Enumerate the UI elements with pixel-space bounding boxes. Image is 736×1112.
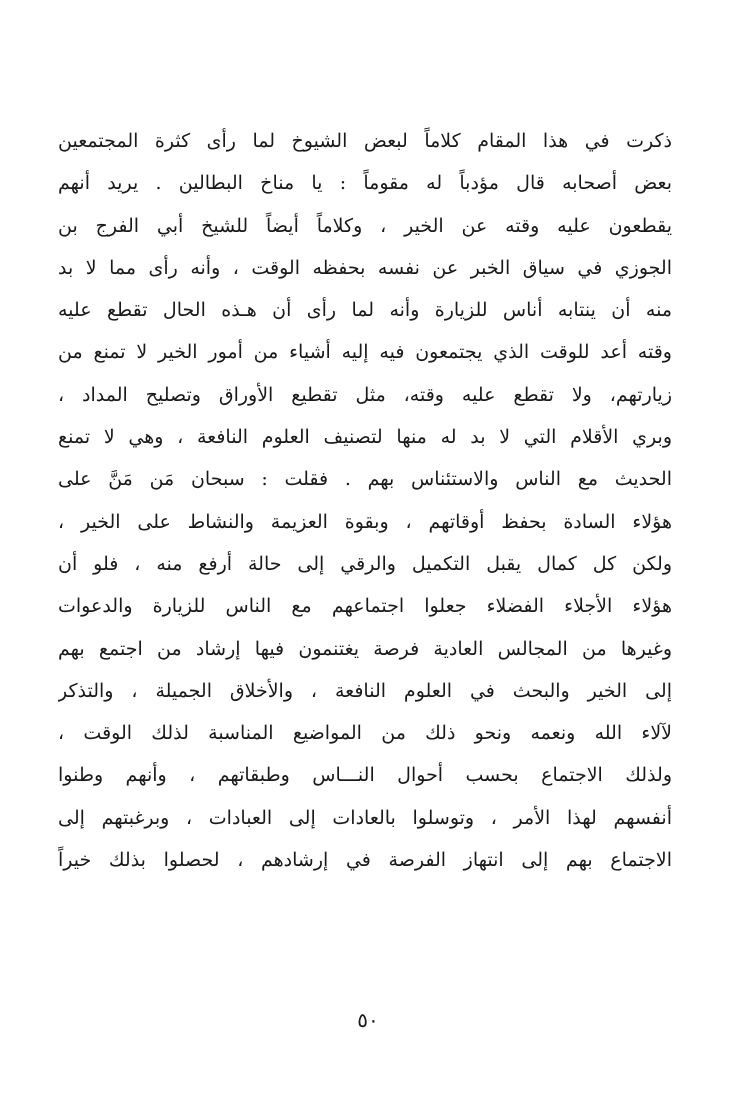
text-line: أنفسهم لهذا الأمر ، وتوسلوا بالعادات إلى العبادات ، وبرغبتهم إلى bbox=[58, 806, 672, 829]
text-line: يقطعون عليه وقته عن الخير ، وكلاماً أيضاً للشيخ أبي الفرج بن bbox=[58, 214, 672, 237]
text-line: وقته أعد للوقت الذي يجتمعون فيه إليه أشياء من أمور الخير لا تمنع من bbox=[58, 341, 672, 364]
text-line: وبري الأقلام التي لا بد له منها لتصنيف العلوم النافعة ، وهي لا تمنع bbox=[58, 426, 672, 449]
text-line: زيارتهم، ولا تقطع عليه وقته، مثل تقطيع الأوراق وتصليح المداد ، bbox=[58, 383, 672, 406]
text-line: هؤلاء الأجلاء الفضلاء جعلوا اجتماعهم مع الناس للزيارة والدعوات bbox=[58, 595, 672, 618]
text-line: ولكن كل كمال يقبل التكميل والرقي إلى حالة أرفع منه ، فلو أن bbox=[58, 552, 672, 575]
text-line: الجوزي في سياق الخبر عن نفسه بحفظه الوقت ، وأنه رأى مما لا بد bbox=[58, 256, 672, 279]
text-line: ولذلك الاجتماع بحسب أحوال النـــاس وطبقاتهم ، وأنهم وطنوا bbox=[58, 764, 672, 787]
text-line: الحديث مع الناس والاستئناس بهم . فقلت : سبحان مَن مَنَّ على bbox=[58, 468, 672, 491]
text-line: لآلاء الله ونعمه ونحو ذلك من المواضيع المناسبة لذلك الوقت ، bbox=[58, 722, 672, 745]
text-line: وغيرها من المجالس العادية فرصة يغتنمون فيها إرشاد من اجتمع بهم bbox=[58, 637, 672, 660]
text-line: بعض أصحابه قال مؤدباً له مقوماً : يا مناخ البطالين . يريد أنهم bbox=[58, 172, 672, 195]
text-line: ذكرت في هذا المقام كلاماً لبعض الشيوخ لما رأى كثرة المجتمعين bbox=[58, 130, 672, 152]
page-number: ٥٠ bbox=[357, 1008, 379, 1032]
text-line: هؤلاء السادة بحفظ أوقاتهم ، وبقوة العزيمة والنشاط على الخير ، bbox=[58, 510, 672, 533]
body-text bbox=[58, 120, 672, 881]
text-line: منه أن ينتابه أناس للزيارة وأنه لما رأى أن هـذه الحال تقطع عليه bbox=[58, 299, 672, 322]
text-line: إلى الخير والبحث في العلوم النافعة ، والأخلاق الجميلة ، والتذكر bbox=[58, 679, 672, 702]
text-line: الاجتماع بهم إلى انتهاز الفرصة في إرشادهم ، لحصلوا بذلك خيراً bbox=[58, 849, 672, 872]
